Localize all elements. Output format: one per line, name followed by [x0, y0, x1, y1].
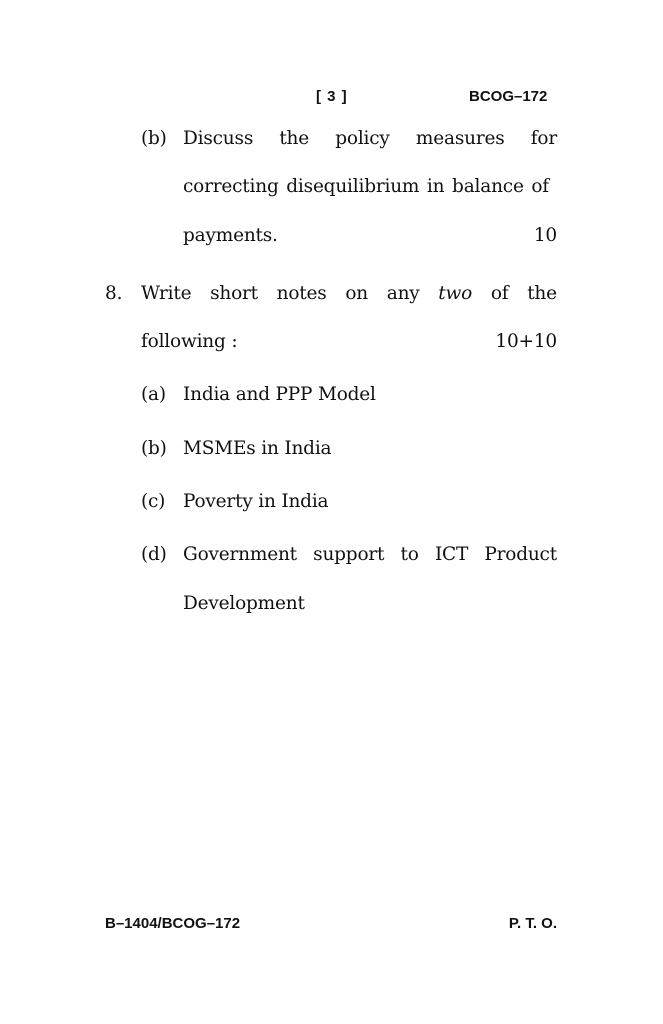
item-text-line: Development: [183, 593, 305, 614]
word: the: [279, 128, 310, 149]
item-label: (d): [141, 544, 167, 565]
word: measures: [415, 128, 505, 149]
item-text-line: [183, 544, 557, 565]
emphasized-word: two: [438, 283, 473, 304]
marks: 10+10: [495, 331, 557, 352]
item-label: (a): [141, 384, 166, 405]
item-label: (c): [141, 491, 166, 512]
word: notes: [276, 283, 327, 304]
please-turn-over: P. T. O.: [508, 915, 557, 932]
question-text-line: [141, 283, 557, 304]
question-label: (b): [141, 128, 167, 149]
question-text-line: [183, 176, 557, 197]
item-text: MSMEs in India: [183, 438, 332, 459]
word: short: [210, 283, 258, 304]
word: any: [386, 283, 420, 304]
question-text-line: following :: [141, 331, 238, 352]
item-text: Poverty in India: [183, 491, 329, 512]
word: on: [345, 283, 368, 304]
word: support: [313, 544, 385, 565]
word: ICT: [434, 544, 469, 565]
paper-code-footer: B–1404/BCOG–172: [105, 915, 241, 932]
word: Government: [183, 544, 297, 565]
word: the: [527, 283, 557, 304]
word: to: [400, 544, 419, 565]
item-text: India and PPP Model: [183, 384, 376, 405]
word: of: [490, 283, 509, 304]
item-label: (b): [141, 438, 167, 459]
question-text-line: payments.: [183, 225, 278, 246]
word: for: [530, 128, 557, 149]
question-number: 8.: [105, 283, 123, 304]
word: policy: [335, 128, 390, 149]
marks: 10: [533, 225, 557, 246]
page-number: [ 3 ]: [316, 88, 348, 105]
question-text: correcting disequilibrium in balance of: [183, 176, 549, 197]
word: Write: [141, 283, 192, 304]
course-code-header: BCOG–172: [469, 88, 548, 105]
word: Discuss: [183, 128, 254, 149]
question-text-line: [183, 128, 557, 149]
word: Product: [484, 544, 557, 565]
